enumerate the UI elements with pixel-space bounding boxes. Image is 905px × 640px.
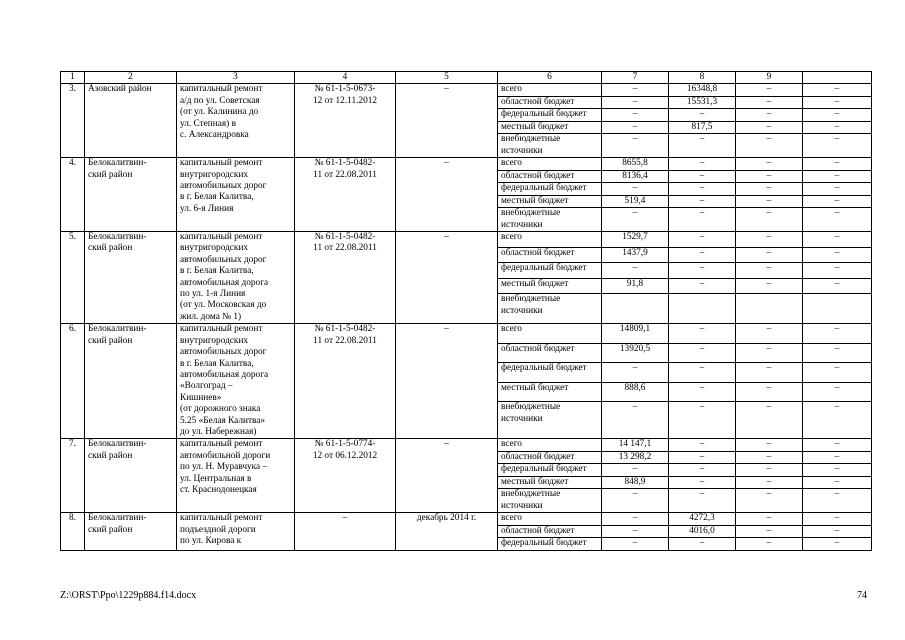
value-col9-cell: – (736, 382, 803, 401)
value-col8-cell: – (669, 195, 736, 208)
value-col8-cell: – (669, 363, 736, 382)
column-number-10 (803, 72, 872, 84)
document-cell: № 61-1-5-0482- 11 от 22.08.2011 (295, 232, 396, 324)
footer-file-path: Z:\ORST\Ppo\1229p884.f14.docx (60, 590, 197, 601)
value-col10-cell: – (803, 513, 872, 526)
value-col9-cell (736, 294, 803, 324)
value-col8-cell: – (669, 343, 736, 362)
value-col9-cell: – (736, 513, 803, 526)
row-number: 6. (61, 324, 85, 439)
value-col8-cell: – (669, 247, 736, 263)
funding-source-cell: всего (498, 84, 602, 97)
funding-source-cell: областной бюджет (498, 343, 602, 362)
date-cell: – (396, 84, 498, 158)
value-col9-cell: – (736, 84, 803, 97)
value-col7-cell: 1529,7 (602, 232, 669, 248)
value-col9-cell: – (736, 232, 803, 248)
value-col7-cell: – (602, 489, 669, 513)
value-col8-cell: – (669, 489, 736, 513)
value-col10-cell (803, 294, 872, 324)
object-cell: капитальный ремонт внутригородских автомобильных дорог в г. Белая Калитва, автомобильная дорога «Волгоград – Кишинев» (от дорожного знака 5.25 «Белая Калитва» до ул. Набережная) (177, 324, 295, 439)
value-col7-cell: – (602, 263, 669, 279)
table-row (61, 439, 872, 452)
value-col9-cell: – (736, 343, 803, 362)
value-col7-cell: – (602, 363, 669, 382)
value-col9-cell: – (736, 158, 803, 171)
funding-source-cell: федеральный бюджет (498, 538, 602, 551)
funding-source-cell: местный бюджет (498, 121, 602, 134)
district-cell: Белокалитвин- ский район (85, 439, 177, 513)
value-col10-cell: – (803, 363, 872, 382)
value-col10-cell: – (803, 489, 872, 513)
value-col7-cell: 14809,1 (602, 324, 669, 343)
value-col10-cell: – (803, 402, 872, 439)
value-col7-cell: 13920,5 (602, 343, 669, 362)
table-row (61, 232, 872, 248)
budget-table (60, 71, 872, 551)
value-col10-cell: – (803, 183, 872, 196)
value-col10-cell: – (803, 208, 872, 232)
table-row (61, 513, 872, 526)
object-cell: капитальный ремонт внутригородских автомобильных дорог в г. Белая Калитва, ул. 6-я Линия (177, 158, 295, 232)
value-col8-cell: – (669, 402, 736, 439)
column-number-5: 5 (396, 72, 498, 84)
value-col10-cell: – (803, 324, 872, 343)
value-col8-cell: – (669, 170, 736, 183)
value-col7-cell: 1437,9 (602, 247, 669, 263)
funding-source-cell: областной бюджет (498, 525, 602, 538)
value-col10-cell: – (803, 158, 872, 171)
column-number-8: 8 (669, 72, 736, 84)
funding-source-cell: внебюджетные источники (498, 489, 602, 513)
district-cell: Азовский район (85, 84, 177, 158)
value-col7-cell: 519,4 (602, 195, 669, 208)
funding-source-cell: всего (498, 232, 602, 248)
value-col7-cell: 8136,4 (602, 170, 669, 183)
value-col8-cell: – (669, 109, 736, 122)
value-col9-cell: – (736, 109, 803, 122)
value-col7-cell: 13 298,2 (602, 451, 669, 464)
value-col8-cell: – (669, 324, 736, 343)
funding-source-cell: федеральный бюджет (498, 363, 602, 382)
value-col7-cell: – (602, 84, 669, 97)
value-col10-cell: – (803, 109, 872, 122)
value-col8-cell: – (669, 278, 736, 294)
value-col8-cell: 4016,0 (669, 525, 736, 538)
value-col8-cell: – (669, 158, 736, 171)
funding-source-cell: всего (498, 439, 602, 452)
column-number-2: 2 (85, 72, 177, 84)
value-col8-cell: 4272,3 (669, 513, 736, 526)
value-col7-cell: – (602, 402, 669, 439)
value-col10-cell: – (803, 278, 872, 294)
funding-source-cell: местный бюджет (498, 278, 602, 294)
value-col9-cell: – (736, 183, 803, 196)
header-row (61, 72, 872, 84)
funding-source-cell: всего (498, 324, 602, 343)
column-number-9: 9 (736, 72, 803, 84)
value-col8-cell: – (669, 232, 736, 248)
district-cell: Белокалитвин- ский район (85, 513, 177, 551)
value-col8-cell: 817,5 (669, 121, 736, 134)
value-col9-cell: – (736, 121, 803, 134)
value-col10-cell: – (803, 247, 872, 263)
value-col7-cell: – (602, 134, 669, 158)
date-cell: декабрь 2014 г. (396, 513, 498, 551)
document-cell: – (295, 513, 396, 551)
funding-source-cell: областной бюджет (498, 96, 602, 109)
column-number-4: 4 (295, 72, 396, 84)
value-col9-cell: – (736, 324, 803, 343)
value-col8-cell: 15531,3 (669, 96, 736, 109)
date-cell: – (396, 439, 498, 513)
funding-source-cell: областной бюджет (498, 451, 602, 464)
table-row (61, 84, 872, 97)
funding-source-cell: областной бюджет (498, 247, 602, 263)
value-col10-cell: – (803, 382, 872, 401)
funding-source-cell: внебюджетные источники (498, 134, 602, 158)
value-col9-cell: – (736, 402, 803, 439)
value-col8-cell: – (669, 183, 736, 196)
district-cell: Белокалитвин- ский район (85, 158, 177, 232)
value-col9-cell: – (736, 208, 803, 232)
value-col8-cell: – (669, 439, 736, 452)
value-col9-cell: – (736, 96, 803, 109)
value-col7-cell: – (602, 525, 669, 538)
date-cell: – (396, 232, 498, 324)
value-col8-cell (669, 294, 736, 324)
value-col7-cell: 8655,8 (602, 158, 669, 171)
value-col10-cell: – (803, 464, 872, 477)
row-number: 3. (61, 84, 85, 158)
funding-source-cell: федеральный бюджет (498, 263, 602, 279)
value-col9-cell: – (736, 439, 803, 452)
value-col7-cell: – (602, 96, 669, 109)
funding-source-cell: федеральный бюджет (498, 464, 602, 477)
value-col7-cell: – (602, 183, 669, 196)
value-col8-cell: – (669, 382, 736, 401)
value-col9-cell: – (736, 451, 803, 464)
funding-source-cell: федеральный бюджет (498, 109, 602, 122)
table-row (61, 158, 872, 171)
value-col8-cell: – (669, 263, 736, 279)
value-col8-cell: – (669, 476, 736, 489)
value-col9-cell: – (736, 538, 803, 551)
document-cell: № 61-1-5-0482- 11 от 22.08.2011 (295, 158, 396, 232)
value-col10-cell: – (803, 232, 872, 248)
object-cell: капитальный ремонт подъездной дороги по ул. Кирова к (177, 513, 295, 551)
value-col10-cell: – (803, 195, 872, 208)
value-col9-cell: – (736, 134, 803, 158)
funding-source-cell: областной бюджет (498, 170, 602, 183)
object-cell: капитальный ремонт а/д по ул. Советская (от ул. Калинина до ул. Степная) в с. Александровка (177, 84, 295, 158)
district-cell: Белокалитвин- ский район (85, 324, 177, 439)
value-col7-cell: 14 147,1 (602, 439, 669, 452)
value-col9-cell: – (736, 195, 803, 208)
value-col8-cell: 16348,8 (669, 84, 736, 97)
funding-source-cell: внебюджетные источники (498, 294, 602, 324)
funding-source-cell: внебюджетные источники (498, 208, 602, 232)
value-col10-cell: – (803, 538, 872, 551)
value-col7-cell: 91,8 (602, 278, 669, 294)
value-col9-cell: – (736, 363, 803, 382)
column-number-6: 6 (498, 72, 602, 84)
column-number-3: 3 (177, 72, 295, 84)
date-cell: – (396, 324, 498, 439)
value-col10-cell: – (803, 476, 872, 489)
value-col9-cell: – (736, 278, 803, 294)
value-col7-cell: – (602, 464, 669, 477)
value-col8-cell: – (669, 451, 736, 464)
value-col7-cell: 888,6 (602, 382, 669, 401)
row-number: 7. (61, 439, 85, 513)
funding-source-cell: всего (498, 158, 602, 171)
value-col7-cell: – (602, 121, 669, 134)
object-cell: капитальный ремонт внутригородских автомобильных дорог в г. Белая Калитва, автомобильная дорога по ул. 1-я Линия (от ул. Московская до жил. дома № 1) (177, 232, 295, 324)
object-cell: капитальный ремонт автомобильной дороги по ул. Н. Муравчука – ул. Центральная в ст. Краснодонецкая (177, 439, 295, 513)
row-number: 4. (61, 158, 85, 232)
funding-source-cell: местный бюджет (498, 382, 602, 401)
date-cell: – (396, 158, 498, 232)
value-col8-cell: – (669, 538, 736, 551)
value-col9-cell: – (736, 476, 803, 489)
column-number-1: 1 (61, 72, 85, 84)
document-cell: № 61-1-5-0482- 11 от 22.08.2011 (295, 324, 396, 439)
district-cell: Белокалитвин- ский район (85, 232, 177, 324)
value-col7-cell: – (602, 109, 669, 122)
value-col7-cell: 848,9 (602, 476, 669, 489)
page-number: 74 (857, 590, 867, 601)
funding-source-cell: местный бюджет (498, 195, 602, 208)
value-col8-cell: – (669, 464, 736, 477)
funding-source-cell: федеральный бюджет (498, 183, 602, 196)
funding-source-cell: местный бюджет (498, 476, 602, 489)
value-col7-cell (602, 294, 669, 324)
value-col10-cell: – (803, 263, 872, 279)
value-col9-cell: – (736, 170, 803, 183)
value-col10-cell: – (803, 525, 872, 538)
value-col7-cell: – (602, 513, 669, 526)
funding-source-cell: всего (498, 513, 602, 526)
row-number: 8. (61, 513, 85, 551)
value-col9-cell: – (736, 464, 803, 477)
funding-source-cell: внебюджетные источники (498, 402, 602, 439)
value-col10-cell: – (803, 84, 872, 97)
value-col8-cell: – (669, 208, 736, 232)
value-col7-cell: – (602, 208, 669, 232)
value-col9-cell: – (736, 489, 803, 513)
value-col8-cell: – (669, 134, 736, 158)
value-col10-cell: – (803, 170, 872, 183)
value-col10-cell: – (803, 343, 872, 362)
document-cell: № 61-1-5-0673- 12 от 12.11.2012 (295, 84, 396, 158)
value-col9-cell: – (736, 247, 803, 263)
value-col7-cell: – (602, 538, 669, 551)
value-col9-cell: – (736, 525, 803, 538)
value-col10-cell: – (803, 121, 872, 134)
value-col10-cell: – (803, 134, 872, 158)
document-cell: № 61-1-5-0774- 12 от 06.12.2012 (295, 439, 396, 513)
value-col10-cell: – (803, 451, 872, 464)
table-row (61, 324, 872, 343)
value-col10-cell: – (803, 96, 872, 109)
value-col9-cell: – (736, 263, 803, 279)
column-number-7: 7 (602, 72, 669, 84)
value-col10-cell: – (803, 439, 872, 452)
row-number: 5. (61, 232, 85, 324)
